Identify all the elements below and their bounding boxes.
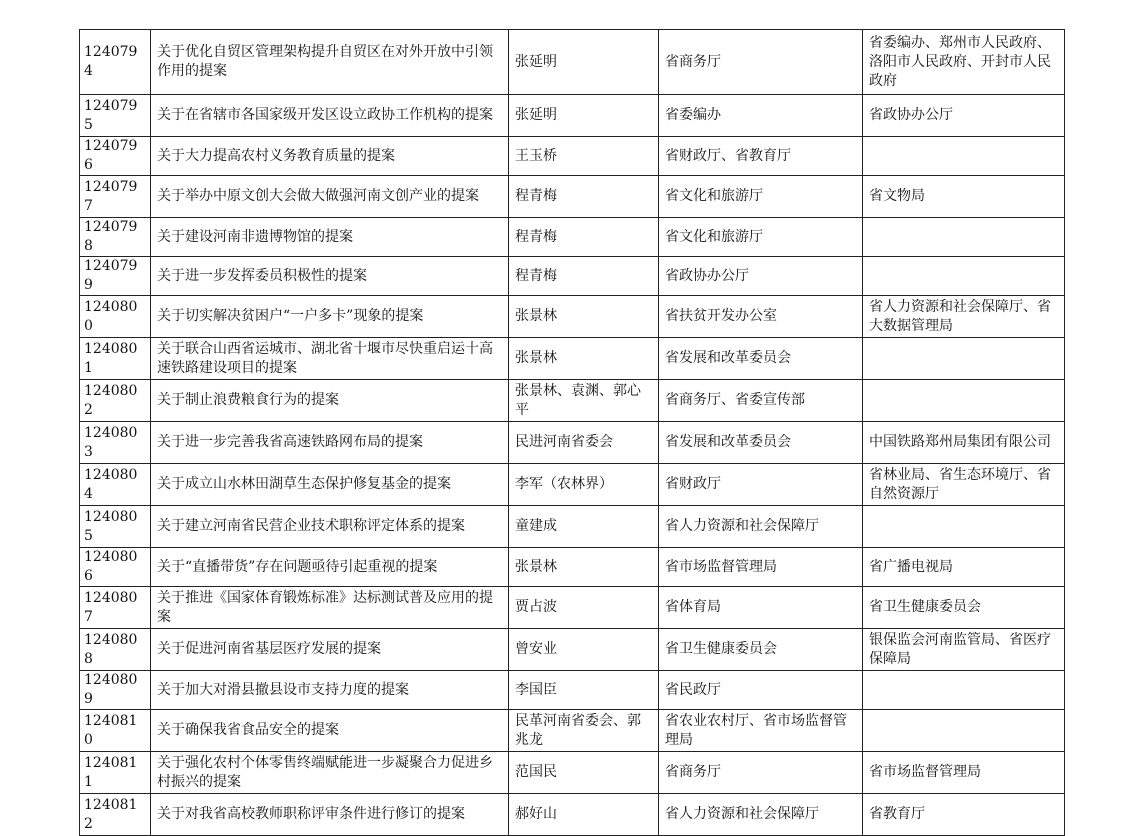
host-unit-cell: 省文化和旅游厅 [659,218,863,257]
host-unit-cell: 省文化和旅游厅 [659,176,863,218]
table-row [80,464,1065,506]
table-row [80,422,1065,464]
proposal-title-cell: 关于举办中原文创大会做大做强河南文创产业的提案 [151,176,509,218]
table-row [80,710,1065,752]
proposal-title-cell: 关于联合山西省运城市、湖北省十堰市尽快重启运十高速铁路建设项目的提案 [151,338,509,380]
proposal-table [79,29,1065,836]
host-unit-cell: 省体育局 [659,587,863,629]
table-row [80,380,1065,422]
proposal-title-cell: 关于“直播带货”存在问题亟待引起重视的提案 [151,548,509,587]
proposer-name-cell: 张景林 [509,296,659,338]
table-row [80,338,1065,380]
assisting-unit-cell: 省政协办公厅 [863,95,1065,137]
host-unit-cell: 省商务厅、省委宣传部 [659,380,863,422]
assisting-unit-cell: 省人力资源和社会保障厅、省大数据管理局 [863,296,1065,338]
host-unit-cell: 省商务厅 [659,752,863,794]
assisting-unit-cell [863,380,1065,422]
host-unit-cell: 省人力资源和社会保障厅 [659,506,863,548]
proposer-name-cell: 民革河南省委会、郭兆龙 [509,710,659,752]
table-row [80,296,1065,338]
host-unit-cell: 省商务厅 [659,30,863,95]
assisting-unit-cell: 省卫生健康委员会 [863,587,1065,629]
proposal-number-cell: 1240811 [80,752,151,794]
proposal-number-cell: 1240799 [80,257,151,296]
proposer-name-cell: 程青梅 [509,176,659,218]
table-row [80,95,1065,137]
proposal-title-cell: 关于在省辖市各国家级开发区设立政协工作机构的提案 [151,95,509,137]
table-row [80,752,1065,794]
proposer-name-cell: 童建成 [509,506,659,548]
proposal-number-cell: 1240796 [80,137,151,176]
proposal-number-cell: 1240807 [80,587,151,629]
proposal-title-cell: 关于确保我省食品安全的提案 [151,710,509,752]
table-row [80,137,1065,176]
assisting-unit-cell [863,218,1065,257]
table-row [80,671,1065,710]
proposer-name-cell: 王玉桥 [509,137,659,176]
proposal-number-cell: 1240810 [80,710,151,752]
proposer-name-cell: 李军（农林界） [509,464,659,506]
proposal-number-cell: 1240804 [80,464,151,506]
assisting-unit-cell: 省林业局、省生态环境厅、省自然资源厅 [863,464,1065,506]
proposer-name-cell: 郝好山 [509,794,659,836]
proposer-name-cell: 张延明 [509,30,659,95]
table-row [80,176,1065,218]
assisting-unit-cell [863,257,1065,296]
proposer-name-cell: 贾占波 [509,587,659,629]
proposer-name-cell: 张景林 [509,338,659,380]
proposer-name-cell: 程青梅 [509,257,659,296]
table-row [80,794,1065,836]
proposal-title-cell: 关于制止浪费粮食行为的提案 [151,380,509,422]
assisting-unit-cell [863,506,1065,548]
assisting-unit-cell [863,338,1065,380]
host-unit-cell: 省卫生健康委员会 [659,629,863,671]
proposal-number-cell: 1240808 [80,629,151,671]
table-row [80,257,1065,296]
proposal-number-cell: 1240805 [80,506,151,548]
proposal-number-cell: 1240797 [80,176,151,218]
host-unit-cell: 省财政厅 [659,464,863,506]
host-unit-cell: 省人力资源和社会保障厅 [659,794,863,836]
host-unit-cell: 省扶贫开发办公室 [659,296,863,338]
host-unit-cell: 省民政厅 [659,671,863,710]
proposer-name-cell: 曾安业 [509,629,659,671]
proposal-number-cell: 1240800 [80,296,151,338]
host-unit-cell: 省财政厅、省教育厅 [659,137,863,176]
proposal-number-cell: 1240809 [80,671,151,710]
proposer-name-cell: 张景林、袁渊、郭心平 [509,380,659,422]
proposal-title-cell: 关于对我省高校教师职称评审条件进行修订的提案 [151,794,509,836]
host-unit-cell: 省委编办 [659,95,863,137]
table-row [80,587,1065,629]
proposal-title-cell: 关于大力提高农村义务教育质量的提案 [151,137,509,176]
table-row [80,30,1065,95]
table-row [80,218,1065,257]
assisting-unit-cell: 省市场监督管理局 [863,752,1065,794]
assisting-unit-cell: 省文物局 [863,176,1065,218]
assisting-unit-cell: 省教育厅 [863,794,1065,836]
proposal-title-cell: 关于进一步完善我省高速铁路网布局的提案 [151,422,509,464]
proposal-title-cell: 关于进一步发挥委员积极性的提案 [151,257,509,296]
host-unit-cell: 省农业农村厅、省市场监督管理局 [659,710,863,752]
proposal-number-cell: 1240806 [80,548,151,587]
proposal-title-cell: 关于成立山水林田湖草生态保护修复基金的提案 [151,464,509,506]
proposer-name-cell: 范国民 [509,752,659,794]
proposal-table-body [80,30,1065,836]
proposal-number-cell: 1240812 [80,794,151,836]
host-unit-cell: 省政协办公厅 [659,257,863,296]
proposal-title-cell: 关于切实解决贫困户“一户多卡”现象的提案 [151,296,509,338]
proposal-number-cell: 1240798 [80,218,151,257]
assisting-unit-cell: 省委编办、郑州市人民政府、洛阳市人民政府、开封市人民政府 [863,30,1065,95]
assisting-unit-cell [863,137,1065,176]
proposer-name-cell: 程青梅 [509,218,659,257]
proposer-name-cell: 李国臣 [509,671,659,710]
assisting-unit-cell: 银保监会河南监管局、省医疗保障局 [863,629,1065,671]
assisting-unit-cell: 中国铁路郑州局集团有限公司 [863,422,1065,464]
proposal-number-cell: 1240802 [80,380,151,422]
proposal-title-cell: 关于促进河南省基层医疗发展的提案 [151,629,509,671]
proposal-title-cell: 关于强化农村个体零售终端赋能进一步凝聚合力促进乡村振兴的提案 [151,752,509,794]
proposal-number-cell: 1240794 [80,30,151,95]
proposal-title-cell: 关于建立河南省民营企业技术职称评定体系的提案 [151,506,509,548]
table-row [80,629,1065,671]
assisting-unit-cell: 省广播电视局 [863,548,1065,587]
proposal-title-cell: 关于推进《国家体育锻炼标准》达标测试普及应用的提案 [151,587,509,629]
table-row [80,548,1065,587]
proposal-title-cell: 关于加大对滑县撤县设市支持力度的提案 [151,671,509,710]
proposal-number-cell: 1240801 [80,338,151,380]
assisting-unit-cell [863,671,1065,710]
proposal-title-cell: 关于建设河南非遗博物馆的提案 [151,218,509,257]
proposal-number-cell: 1240795 [80,95,151,137]
host-unit-cell: 省市场监督管理局 [659,548,863,587]
assisting-unit-cell [863,710,1065,752]
proposer-name-cell: 民进河南省委会 [509,422,659,464]
table-row [80,506,1065,548]
proposer-name-cell: 张景林 [509,548,659,587]
host-unit-cell: 省发展和改革委员会 [659,338,863,380]
proposal-number-cell: 1240803 [80,422,151,464]
proposer-name-cell: 张延明 [509,95,659,137]
proposal-title-cell: 关于优化自贸区管理架构提升自贸区在对外开放中引领作用的提案 [151,30,509,95]
host-unit-cell: 省发展和改革委员会 [659,422,863,464]
